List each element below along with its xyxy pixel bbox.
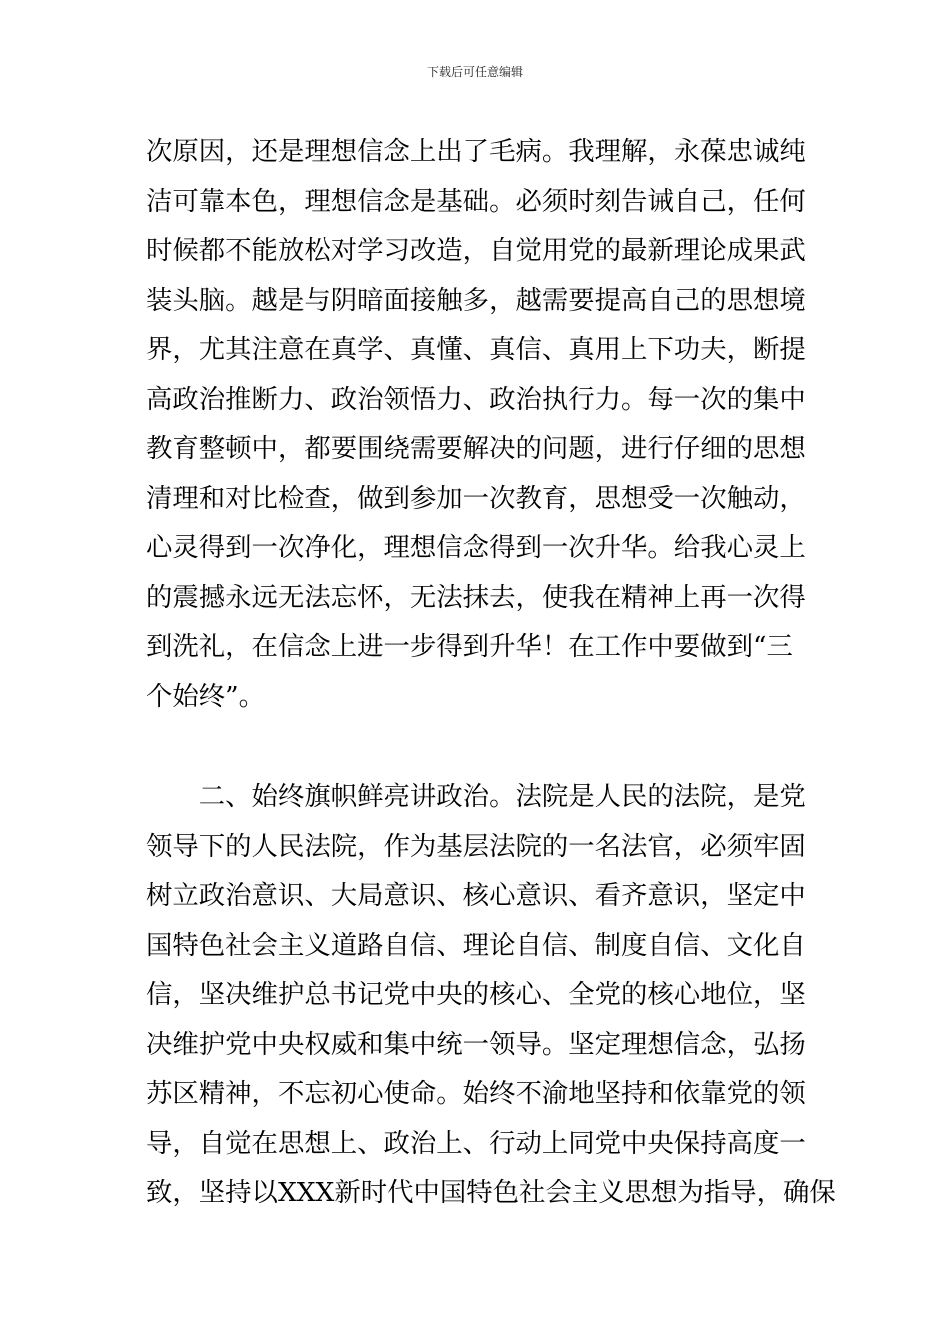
text-line: 领导下的人民法院，作为基层法院的一名法官，必须牢固 [146,830,806,862]
text-line: 致，坚持以XXX新时代中国特色社会主义思想为指导，确保 [146,1177,836,1208]
text-line: 界，尤其注意在真学、真懂、真信、真用上下功夫，断提 [146,334,806,365]
text-line: 高政治推断力、政治领悟力、政治执行力。每一次的集中 [146,383,806,415]
text-line: 树立政治意识、大局意识、核心意识、看齐意识，坚定中 [146,880,806,911]
text-line: 国特色社会主义道路自信、理论自信、制度自信、文化自 [146,929,806,961]
text-line: 到洗礼，在信念上进一步得到升华！在工作中要做到“三 [146,631,793,662]
text-line: 导，自觉在思想上、政治上、行动上同党中央保持高度一 [146,1127,806,1159]
text-line: 装头脑。越是与阴暗面接触多，越需要提高自己的思想境 [146,284,806,316]
paragraph-1 [146,127,808,721]
paragraph-2 [146,772,836,1218]
page-header-note: 下载后可任意编辑 [426,65,523,79]
text-line: 个始终”。 [146,680,266,712]
text-line: 心灵得到一次净化，理想信念得到一次升华。给我心灵上 [146,532,806,563]
text-line: 信，坚决维护总书记党中央的核心、全党的核心地位，坚 [146,979,806,1010]
text-line: 苏区精神，不忘初心使命。始终不渝地坚持和依靠党的领 [146,1078,806,1109]
text-line: 教育整顿中，都要围绕需要解决的问题，进行仔细的思想 [146,433,806,464]
text-line: 洁可靠本色，理想信念是基础。必须时刻告诫自己，任何 [146,185,806,217]
text-line: 清理和对比检查，做到参加一次教育，思想受一次触动， [146,482,806,514]
text-line: 时候都不能放松对学习改造，自觉用党的最新理论成果武 [146,235,806,266]
text-line: 二、始终旗帜鲜亮讲政治。法院是人民的法院，是党 [146,781,806,812]
text-line: 次原因，还是理想信念上出了毛病。我理解，永葆忠诚纯 [146,136,806,167]
text-line: 的震撼永远无法忘怀，无法抹去，使我在精神上再一次得 [146,581,806,613]
text-line: 决维护党中央权威和集中统一领导。坚定理想信念，弘扬 [146,1028,806,1060]
